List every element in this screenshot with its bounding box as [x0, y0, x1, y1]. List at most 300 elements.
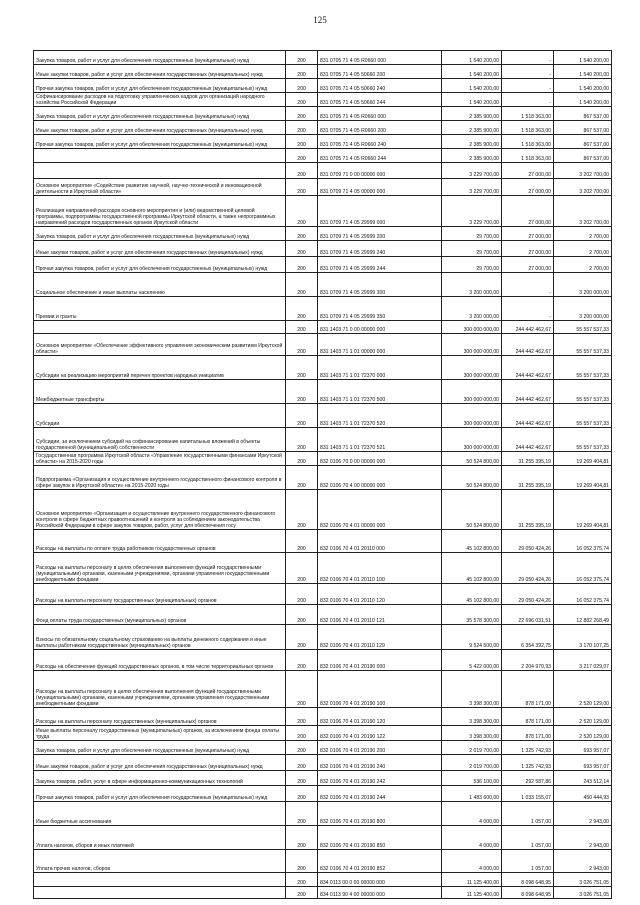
cell-code: 200	[286, 273, 318, 297]
cell-exec: 1 518 363,00	[502, 149, 554, 163]
cell-plan: 4 000,00	[442, 850, 502, 873]
cell-kbk: 831 0709 71 4 05 29999 240	[318, 241, 442, 257]
table-row	[34, 530, 612, 553]
table-row	[34, 786, 612, 802]
cell-plan: 2 385 900,00	[442, 121, 502, 135]
cell-remain: 3 026 751,05	[554, 873, 612, 887]
cell-remain: 867 537,00	[554, 121, 612, 135]
cell-exec: -	[502, 79, 554, 93]
cell-code: 200	[286, 404, 318, 428]
cell-name: Подпрограмма «Организация и осуществление внутреннего государственного финансового контроля в сфере закупок в Иркутской области» на 2015-2020 годы	[34, 466, 286, 490]
cell-remain: 693 957,07	[554, 755, 612, 771]
cell-exec: 1 518 363,00	[502, 135, 554, 149]
cell-name: Расходы на выплаты по оплате труда работников государственных органов	[34, 530, 286, 553]
cell-plan: 45 102 800,00	[442, 530, 502, 553]
table-row	[34, 605, 612, 625]
cell-remain: 55 557 537,33	[554, 380, 612, 404]
cell-kbk: 831 1403 71 1 01 72370 520	[318, 404, 442, 428]
cell-remain: 1 540 200,00	[554, 93, 612, 107]
cell-kbk: 831 0709 71 4 05 29999 350	[318, 297, 442, 321]
cell-remain: 2 700,00	[554, 227, 612, 241]
cell-kbk: 831 0709 71 4 05 29999 300	[318, 273, 442, 297]
cell-name: Расходы на выплаты персоналу в целях обеспечения выполнения функций государственными (муниципальными) органами, казенными учреждениями, органами управления государственными внебюджетными фондами	[34, 671, 286, 708]
table-row	[34, 452, 612, 466]
cell-plan: 1 483 600,00	[442, 786, 502, 802]
cell-name: Прочая закупка товаров, работ и услуг для обеспечения государственных (муниципальных) нужд	[34, 257, 286, 273]
cell-kbk: 831 1403 71 1 01 72370 521	[318, 428, 442, 452]
cell-name: Иные закупки товаров, работ и услуг для обеспечения государственных (муниципальных) нужд	[34, 121, 286, 135]
cell-exec: 244 442 462,67	[502, 334, 554, 356]
table-row	[34, 380, 612, 404]
table-row	[34, 121, 612, 135]
table-body	[34, 51, 612, 899]
cell-code: 200	[286, 163, 318, 179]
cell-name: Взносы по обязательному социальному страхованию на выплаты денежного содержания и иные выплаты работникам государственных (муниципальных) органов	[34, 625, 286, 650]
cell-name: Закупка товаров, работ и услуг для обеспечения государственных (муниципальных) нужд	[34, 741, 286, 755]
cell-kbk: 831 0705 71 4 05 50660 240	[318, 79, 442, 93]
table-row	[34, 850, 612, 873]
cell-code: 200	[286, 625, 318, 650]
cell-name: Субсидии	[34, 404, 286, 428]
cell-remain: 16 052 375,74	[554, 584, 612, 605]
cell-plan: 300 000 000,00	[442, 380, 502, 404]
cell-remain: 3 202 700,00	[554, 179, 612, 196]
table-row	[34, 297, 612, 321]
cell-plan: 300 000 000,00	[442, 428, 502, 452]
cell-code: 200	[286, 196, 318, 227]
cell-code: 200	[286, 93, 318, 107]
cell-kbk: 832 0106 70 4 01 20190 850	[318, 826, 442, 850]
cell-code: 200	[286, 241, 318, 257]
cell-remain: 55 557 537,33	[554, 334, 612, 356]
cell-plan: 35 578 300,00	[442, 605, 502, 625]
cell-name	[34, 321, 286, 334]
table-row	[34, 179, 612, 196]
cell-plan: 29 700,00	[442, 241, 502, 257]
table-row	[34, 273, 612, 297]
table-row	[34, 428, 612, 452]
cell-remain: 19 269 404,81	[554, 452, 612, 466]
cell-kbk: 832 0106 70 4 01 20190 122	[318, 726, 442, 741]
table-row	[34, 771, 612, 786]
cell-code: 200	[286, 755, 318, 771]
cell-kbk: 832 0106 70 4 01 20190 000	[318, 650, 442, 671]
cell-exec: 1 325 742,93	[502, 755, 554, 771]
cell-exec: 27 000,00	[502, 196, 554, 227]
cell-code: 200	[286, 356, 318, 380]
cell-plan: 3 398 300,00	[442, 726, 502, 741]
table-row	[34, 356, 612, 380]
cell-plan: 2 385 900,00	[442, 107, 502, 121]
table-row	[34, 873, 612, 887]
cell-name: Субсидии, за исключением субсидий на софинансирование капитальных вложений в объекты государственной (муниципальной) собственности	[34, 428, 286, 452]
cell-kbk: 831 0709 71 4 05 00000 000	[318, 179, 442, 196]
cell-name: Иные закупки товаров, работ и услуг для обеспечения государственных (муниципальных) нужд	[34, 65, 286, 79]
cell-remain: 1 540 200,00	[554, 79, 612, 93]
cell-kbk: 832 0106 70 4 01 20190 244	[318, 786, 442, 802]
cell-plan: 2 019 700,00	[442, 755, 502, 771]
cell-plan: 9 524 500,00	[442, 625, 502, 650]
cell-exec: 29 050 424,26	[502, 553, 554, 584]
cell-exec: 244 442 462,67	[502, 428, 554, 452]
table-row	[34, 650, 612, 671]
table-row	[34, 826, 612, 850]
cell-name: Закупка товаров, работ и услуг для обеспечения государственных (муниципальных) нужд	[34, 107, 286, 121]
cell-code: 200	[286, 227, 318, 241]
table-row	[34, 671, 612, 708]
table-row	[34, 163, 612, 179]
cell-kbk: 834 0113 00 0 00 00000 000	[318, 873, 442, 887]
table-row	[34, 79, 612, 93]
cell-plan: 2 385 900,00	[442, 149, 502, 163]
cell-name: Софинансирование расходов на подготовку управленческих кадров для организаций народного хозяйства Российской Федерации	[34, 93, 286, 107]
table-row	[34, 741, 612, 755]
cell-exec: 6 354 392,75	[502, 625, 554, 650]
cell-exec: -	[502, 65, 554, 79]
cell-exec: -	[502, 273, 554, 297]
cell-name: Прочая закупка товаров, работ и услуг для обеспечения государственных (муниципальных) нужд	[34, 135, 286, 149]
cell-exec: 31 255 395,19	[502, 466, 554, 490]
cell-exec: 244 442 462,67	[502, 321, 554, 334]
cell-exec: 1 057,00	[502, 802, 554, 826]
cell-code: 200	[286, 380, 318, 404]
cell-kbk: 831 0705 71 4 05 R0660 000	[318, 107, 442, 121]
cell-code: 200	[286, 135, 318, 149]
cell-kbk: 831 1403 71 0 00 00000 000	[318, 321, 442, 334]
cell-plan: 4 000,00	[442, 826, 502, 850]
cell-remain: 867 537,00	[554, 107, 612, 121]
cell-remain: 55 557 537,33	[554, 404, 612, 428]
cell-plan: 45 102 800,00	[442, 553, 502, 584]
cell-exec: 22 696 031,51	[502, 605, 554, 625]
cell-name: Расходы на выплаты персоналу государственных (муниципальных) органов	[34, 708, 286, 726]
cell-code: 200	[286, 179, 318, 196]
cell-exec: 1 518 363,00	[502, 107, 554, 121]
cell-kbk: 832 0106 70 4 01 20190 200	[318, 741, 442, 755]
cell-kbk: 832 0106 70 4 01 00000 000	[318, 490, 442, 530]
cell-code: 200	[286, 553, 318, 584]
cell-plan: 300 000 000,00	[442, 356, 502, 380]
cell-kbk: 832 0106 70 4 01 20110 100	[318, 553, 442, 584]
table-row	[34, 334, 612, 356]
cell-kbk: 831 0705 71 4 05 R0660 000	[318, 51, 442, 65]
cell-remain: 55 557 537,33	[554, 321, 612, 334]
cell-exec: 8 098 648,95	[502, 887, 554, 899]
cell-exec: 1 325 742,93	[502, 741, 554, 755]
cell-name: Основное мероприятие «Содействие развитию научной, научно-технической и инновационной деятельности в Иркутской области»	[34, 179, 286, 196]
cell-remain: 12 882 268,49	[554, 605, 612, 625]
cell-name: Субсидии на реализацию мероприятий перечня проектов народных инициатив	[34, 356, 286, 380]
cell-exec: -	[502, 297, 554, 321]
cell-remain: 2 700,00	[554, 241, 612, 257]
cell-remain: 2 520 129,00	[554, 726, 612, 741]
cell-code: 200	[286, 466, 318, 490]
cell-kbk: 832 0106 70 4 01 20190 852	[318, 850, 442, 873]
cell-plan: 45 102 800,00	[442, 584, 502, 605]
cell-kbk: 832 0106 70 4 01 20190 240	[318, 755, 442, 771]
cell-plan: 5 422 000,00	[442, 650, 502, 671]
table-row	[34, 107, 612, 121]
cell-remain: 19 269 404,81	[554, 466, 612, 490]
table-row	[34, 726, 612, 741]
cell-kbk: 832 0106 70 4 01 20190 100	[318, 671, 442, 708]
cell-code: 200	[286, 887, 318, 899]
cell-kbk: 831 1403 71 1 01 72370 000	[318, 356, 442, 380]
cell-exec: 27 000,00	[502, 163, 554, 179]
cell-code: 200	[286, 490, 318, 530]
cell-plan: 300 000 000,00	[442, 334, 502, 356]
cell-code: 200	[286, 107, 318, 121]
cell-name: Фонд оплаты труда государственных (муниципальных) органов	[34, 605, 286, 625]
cell-exec: 27 000,00	[502, 257, 554, 273]
cell-code: 200	[286, 121, 318, 135]
cell-exec: 244 442 462,67	[502, 404, 554, 428]
cell-exec: 27 000,00	[502, 227, 554, 241]
table-row	[34, 755, 612, 771]
cell-plan: 3 200 000,00	[442, 297, 502, 321]
cell-exec: 878 171,00	[502, 671, 554, 708]
cell-name: Уплата прочих налогов, сборов	[34, 850, 286, 873]
cell-exec: 1 033 155,07	[502, 786, 554, 802]
cell-plan: 300 000 000,00	[442, 321, 502, 334]
cell-name: Расходы на выплаты персоналу в целях обеспечения выполнения функций государственными (муниципальными) органами, казенными учреждениями, органами управления государственными внебюджетными фондами	[34, 553, 286, 584]
table-row	[34, 404, 612, 428]
cell-plan: 1 540 200,00	[442, 93, 502, 107]
table-row	[34, 584, 612, 605]
cell-kbk: 831 0709 71 0 00 00000 000	[318, 163, 442, 179]
cell-code: 200	[286, 452, 318, 466]
cell-remain: 450 444,93	[554, 786, 612, 802]
cell-remain: 243 512,14	[554, 771, 612, 786]
cell-plan: 2 019 700,00	[442, 741, 502, 755]
cell-code: 200	[286, 771, 318, 786]
cell-kbk: 831 0709 71 4 05 29999 200	[318, 227, 442, 241]
table-row	[34, 196, 612, 227]
cell-code: 200	[286, 671, 318, 708]
cell-code: 200	[286, 149, 318, 163]
cell-plan: 300 000 000,00	[442, 404, 502, 428]
cell-exec: 878 171,00	[502, 708, 554, 726]
cell-kbk: 832 0106 70 4 01 20110 129	[318, 625, 442, 650]
cell-code: 200	[286, 79, 318, 93]
table-row	[34, 149, 612, 163]
table-row	[34, 241, 612, 257]
table-row	[34, 553, 612, 584]
cell-remain: 3 202 700,00	[554, 163, 612, 179]
table-row	[34, 708, 612, 726]
cell-name: Реализация направлений расходов основного мероприятия и (или) ведомственной целевой программы, подпрограммы государственной программы Иркутской области, а также непрограммных направлений расходов государственных органов Иркутской области	[34, 196, 286, 227]
cell-name: Основное мероприятие «Организация и осуществление внутреннего государственного финансового контроля в сфере бюджетных правоотношений и контроля за соблюдением законодательства Российской Федерации в сфере закупок товаров, работ, услуг для обеспечения госу	[34, 490, 286, 530]
cell-kbk: 832 0106 70 4 01 20110 120	[318, 584, 442, 605]
cell-kbk: 831 0705 71 4 05 R0660 200	[318, 121, 442, 135]
cell-remain: 19 269 404,81	[554, 490, 612, 530]
cell-kbk: 831 0705 71 4 05 R0660 240	[318, 135, 442, 149]
cell-name: Расходы на выплаты персоналу государственных (муниципальных) органов	[34, 584, 286, 605]
cell-exec: 878 171,00	[502, 726, 554, 741]
cell-exec: 1 057,00	[502, 826, 554, 850]
cell-kbk: 832 0106 70 4 01 20190 242	[318, 771, 442, 786]
cell-exec: 244 442 462,67	[502, 380, 554, 404]
cell-exec: 1 518 363,00	[502, 121, 554, 135]
cell-exec: 29 050 424,26	[502, 584, 554, 605]
cell-plan: 3 200 000,00	[442, 273, 502, 297]
cell-plan: 536 100,00	[442, 771, 502, 786]
cell-code: 200	[286, 257, 318, 273]
cell-name: Расходы на обеспечение функций государственных органов, в том числе территориальных органов	[34, 650, 286, 671]
cell-code: 200	[286, 850, 318, 873]
table-row	[34, 466, 612, 490]
cell-name: Иные выплаты персоналу государственных (муниципальных) органов, за исключением фонда оплаты труда	[34, 726, 286, 741]
budget-execution-table	[33, 50, 612, 899]
cell-name	[34, 149, 286, 163]
cell-remain: 16 052 375,74	[554, 553, 612, 584]
cell-kbk: 832 0106 70 4 01 20190 120	[318, 708, 442, 726]
cell-name: Прочая закупка товаров, работ и услуг для обеспечения государственных (муниципальных) нужд	[34, 79, 286, 93]
cell-code: 200	[286, 321, 318, 334]
cell-plan: 3 398 300,00	[442, 671, 502, 708]
cell-code: 200	[286, 826, 318, 850]
cell-kbk: 831 1403 71 1 01 00000 000	[318, 334, 442, 356]
cell-remain: 3 026 751,05	[554, 887, 612, 899]
table-row	[34, 490, 612, 530]
table-row	[34, 802, 612, 826]
cell-exec: 2 204 970,93	[502, 650, 554, 671]
cell-exec: -	[502, 51, 554, 65]
cell-exec: 8 098 648,95	[502, 873, 554, 887]
cell-remain: 2 520 129,00	[554, 708, 612, 726]
cell-plan: 3 229 700,00	[442, 179, 502, 196]
cell-kbk: 831 0705 71 4 05 50660 244	[318, 93, 442, 107]
cell-plan: 1 540 200,00	[442, 51, 502, 65]
cell-code: 200	[286, 605, 318, 625]
table-row	[34, 321, 612, 334]
cell-remain: 3 200 000,00	[554, 273, 612, 297]
cell-remain: 3 170 107,25	[554, 625, 612, 650]
cell-kbk: 834 0113 90 4 00 00000 000	[318, 887, 442, 899]
table-row	[34, 135, 612, 149]
cell-name: Иные бюджетные ассигнования	[34, 802, 286, 826]
cell-exec: -	[502, 93, 554, 107]
cell-name	[34, 163, 286, 179]
cell-remain: 55 557 537,33	[554, 428, 612, 452]
cell-remain: 16 052 375,74	[554, 530, 612, 553]
cell-exec: 1 057,00	[502, 850, 554, 873]
cell-remain: 1 540 200,00	[554, 51, 612, 65]
cell-plan: 50 524 800,00	[442, 490, 502, 530]
cell-kbk: 831 0705 71 4 05 50660 200	[318, 65, 442, 79]
cell-plan: 4 000,00	[442, 802, 502, 826]
cell-name: Уплата налогов, сборов и иных платежей	[34, 826, 286, 850]
cell-name	[34, 873, 286, 887]
cell-name: Межбюджетные трансферты	[34, 380, 286, 404]
cell-code: 200	[286, 708, 318, 726]
cell-remain: 867 537,00	[554, 135, 612, 149]
cell-name: Закупка товаров, работ, услуг в сфере информационно-коммуникационных технологий	[34, 771, 286, 786]
cell-name: Закупка товаров, работ и услуг для обеспечения государственных (муниципальных) нужд	[34, 227, 286, 241]
cell-kbk: 832 0106 70 4 01 20110 000	[318, 530, 442, 553]
cell-name: Государственная программа Иркутской области «Управление государственными финансами Иркутской области» на 2015-2020 годы	[34, 452, 286, 466]
cell-remain: 3 200 000,00	[554, 297, 612, 321]
cell-plan: 3 398 300,00	[442, 708, 502, 726]
cell-exec: 31 255 395,19	[502, 452, 554, 466]
cell-plan: 3 229 700,00	[442, 196, 502, 227]
cell-code: 200	[286, 428, 318, 452]
cell-remain: 2 520 129,00	[554, 671, 612, 708]
cell-exec: 27 000,00	[502, 241, 554, 257]
cell-remain: 2 700,00	[554, 257, 612, 273]
cell-exec: 31 255 395,19	[502, 490, 554, 530]
cell-plan: 29 700,00	[442, 227, 502, 241]
cell-kbk: 832 0106 70 4 01 20190 800	[318, 802, 442, 826]
cell-code: 200	[286, 873, 318, 887]
cell-kbk: 831 0709 71 4 05 29999 244	[318, 257, 442, 273]
page-number: 125	[313, 15, 327, 25]
cell-code: 200	[286, 530, 318, 553]
cell-name: Прочая закупка товаров, работ и услуг для обеспечения государственных (муниципальных) нужд	[34, 786, 286, 802]
cell-exec: 27 000,00	[502, 179, 554, 196]
table-row	[34, 93, 612, 107]
cell-kbk: 832 0106 70 4 00 00000 000	[318, 466, 442, 490]
cell-plan: 1 540 200,00	[442, 79, 502, 93]
cell-remain: 867 537,00	[554, 149, 612, 163]
cell-code: 200	[286, 650, 318, 671]
cell-name: Премии и гранты	[34, 297, 286, 321]
cell-code: 200	[286, 334, 318, 356]
cell-code: 200	[286, 297, 318, 321]
cell-code: 200	[286, 741, 318, 755]
cell-name: Социальное обеспечение и иные выплаты населению	[34, 273, 286, 297]
table-row	[34, 65, 612, 79]
cell-remain: 3 217 029,07	[554, 650, 612, 671]
cell-code: 200	[286, 584, 318, 605]
cell-code: 200	[286, 51, 318, 65]
cell-kbk: 831 0705 71 4 05 R0660 244	[318, 149, 442, 163]
cell-code: 200	[286, 726, 318, 741]
cell-plan: 50 524 800,00	[442, 452, 502, 466]
cell-plan: 3 229 700,00	[442, 163, 502, 179]
cell-remain: 3 202 700,00	[554, 196, 612, 227]
cell-kbk: 831 1403 71 1 01 72370 500	[318, 380, 442, 404]
cell-remain: 2 943,00	[554, 826, 612, 850]
cell-remain: 2 943,00	[554, 802, 612, 826]
table-row	[34, 257, 612, 273]
table-row	[34, 51, 612, 65]
cell-kbk: 832 0106 70 4 01 20110 121	[318, 605, 442, 625]
cell-name: Основное мероприятие «Обеспечение эффективного управления экономическим развитием Иркутской области»	[34, 334, 286, 356]
cell-code: 200	[286, 65, 318, 79]
cell-name: Иные закупки товаров, работ и услуг для обеспечения государственных (муниципальных) нужд	[34, 241, 286, 257]
cell-plan: 29 700,00	[442, 257, 502, 273]
cell-exec: 292 587,86	[502, 771, 554, 786]
cell-remain: 2 943,00	[554, 850, 612, 873]
table-row	[34, 227, 612, 241]
cell-exec: 29 050 424,26	[502, 530, 554, 553]
cell-plan: 11 125 400,00	[442, 887, 502, 899]
table-row	[34, 625, 612, 650]
cell-plan: 1 540 200,00	[442, 65, 502, 79]
cell-exec: 244 442 462,67	[502, 356, 554, 380]
cell-name: Иные закупки товаров, работ и услуг для обеспечения государственных (муниципальных) нужд	[34, 755, 286, 771]
cell-kbk: 831 0709 71 4 05 29999 000	[318, 196, 442, 227]
cell-plan: 2 385 900,00	[442, 135, 502, 149]
table-row	[34, 887, 612, 899]
cell-kbk: 832 0106 70 0 00 00000 000	[318, 452, 442, 466]
cell-plan: 11 125 400,00	[442, 873, 502, 887]
cell-name: Закупка товаров, работ и услуг для обеспечения государственных (муниципальных) нужд	[34, 51, 286, 65]
cell-remain: 55 557 537,33	[554, 356, 612, 380]
cell-code: 200	[286, 786, 318, 802]
cell-code: 200	[286, 802, 318, 826]
